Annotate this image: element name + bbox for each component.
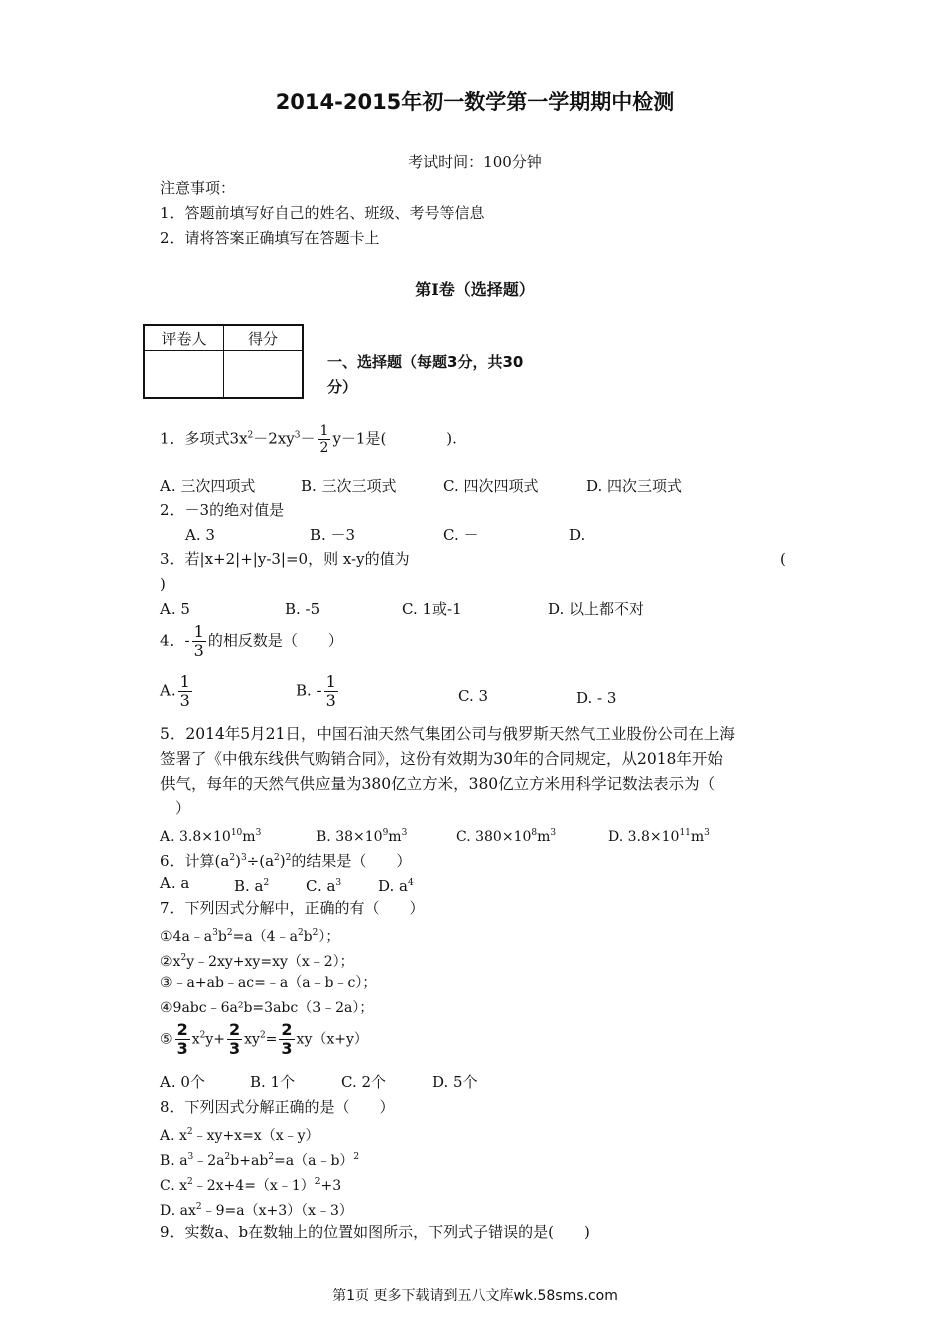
question-7: 7．下列因式分解中，正确的有（ ） xyxy=(160,899,425,917)
q4-option-a: A. $\frac{1}{3}$ xyxy=(160,672,190,710)
q6-option-b: B. $a^2$ xyxy=(234,877,270,895)
page-footer: 第1页 更多下载请到五八文库wk.58sms.com xyxy=(332,1288,618,1304)
q1-option-d: D. 四次三项式 xyxy=(586,477,683,495)
q7-item-3: ③﹣a+ab﹣ac=﹣a（a﹣b﹣c）； xyxy=(160,975,377,991)
question-5-line: ） xyxy=(160,799,191,817)
q7-option-c: C. 2个 xyxy=(341,1073,387,1091)
q4-option-b: B. - $\frac{1}{3}$ xyxy=(296,672,336,710)
fraction: $\frac{1}{3}$ xyxy=(193,622,204,660)
fraction: $\frac{1}{3}$ xyxy=(325,672,336,710)
fraction: $\frac{1}{3}$ xyxy=(179,672,190,710)
q8-option-d: D. $ax^2﹣9=a(x+3)(x﹣3)$ xyxy=(160,1202,353,1219)
volume-title: 第I卷（选择题） xyxy=(415,280,535,299)
q1-option-b: B. 三次三项式 xyxy=(301,477,397,495)
notes-heading: 注意事项： xyxy=(160,179,236,197)
q2-option-c: C. － xyxy=(443,526,479,544)
question-5-line: 供气，每年的天然气供应量为380亿立方米，380亿立方米用科学记数法表示为（ xyxy=(160,775,716,793)
q5-option-d: D. $3.8\times 10^{11}m^3$ xyxy=(608,828,710,845)
question-9: 9．实数a、b在数轴上的位置如图所示，下列式子错误的是( ) xyxy=(160,1223,590,1241)
page-title: 2014-2015年初一数学第一学期期中检测 xyxy=(275,90,675,114)
q1-option-a: A. 三次四项式 xyxy=(160,477,256,495)
q7-option-d: D. 5个 xyxy=(432,1073,478,1091)
q5-option-a: A. $3.8\times 10^{10}m^3$ xyxy=(160,828,262,845)
score-table-cell-score[interactable] xyxy=(224,351,304,399)
q8-option-b: B. $a^3﹣2a^2b+ab^2=a(a﹣b)^2$ xyxy=(160,1152,360,1169)
fraction: $\frac{2}{3}$ xyxy=(176,1020,188,1058)
question-8: 8．下列因式分解正确的是（ ） xyxy=(160,1098,395,1116)
question-1: 1．多项式$3x^2-2xy^3-$ $\frac{1}{2}$ y－1是( ). xyxy=(160,423,457,456)
section-heading: 一、选择题（每题3分，共30 xyxy=(327,353,524,371)
section-heading-cont: 分） xyxy=(327,378,358,396)
q7-item-1: $①4a﹣a^3b^2=a(4﹣a^2b^2)$； xyxy=(160,928,340,945)
question-2: 2．－3的绝对值是 xyxy=(160,501,285,519)
fraction: $\frac{2}{3}$ xyxy=(228,1020,241,1058)
fraction: $\frac{2}{3}$ xyxy=(281,1020,293,1058)
question-5-line: 5．2014年5月21日，中国石油天然气集团公司与俄罗斯天然气工业股份公司在上海 xyxy=(160,725,735,743)
q5-option-b: B. $38\times 10^9m^3$ xyxy=(316,828,408,845)
q4-option-c: C. 3 xyxy=(458,687,489,705)
score-table-cell-grader[interactable] xyxy=(144,351,224,399)
q3-paren-open: ( xyxy=(780,550,786,568)
q7-item-2: $②x^2y﹣2xy+xy=xy(x﹣2)$； xyxy=(160,953,354,970)
q6-option-c: C. $a^3$ xyxy=(306,877,342,895)
q7-option-a: A. 0个 xyxy=(160,1073,205,1091)
q3-option-a: A. 5 xyxy=(160,600,190,618)
q2-option-d: D. xyxy=(569,526,586,544)
q5-option-c: C. $380\times 10^8m^3$ xyxy=(456,828,557,845)
question-4: 4．- $\frac{1}{3}$ 的相反数是（ ） xyxy=(160,622,343,660)
score-table-header-grader: 评卷人 xyxy=(144,325,224,351)
q6-option-d: D. $a^4$ xyxy=(378,877,414,895)
q7-item-4: ④9abc﹣6a²b=3abc（3﹣2a）； xyxy=(160,1000,374,1016)
q3-option-c: C. 1或-1 xyxy=(402,600,462,618)
q2-option-b: B. －3 xyxy=(310,526,356,544)
score-table xyxy=(143,324,304,399)
q7-item-5: ⑤ $\frac{2}{3}$ $x^2y+$ $\frac{2}{3}$ $xy^2=$ $\frac{2}{3}$ xy（x+y） xyxy=(160,1020,368,1058)
note-item: 1．答题前填写好自己的姓名、班级、考号等信息 xyxy=(160,204,485,222)
q4-option-d: D. - 3 xyxy=(576,689,617,707)
note-item: 2．请将答案正确填写在答题卡上 xyxy=(160,229,380,247)
q7-option-b: B. 1个 xyxy=(250,1073,296,1091)
q3-option-d: D. 以上都不对 xyxy=(548,600,645,618)
q6-option-a: A. a xyxy=(160,874,190,892)
question-6: 6．计算$(a^2)^3\div(a^2)^2$的结果是（ ） xyxy=(160,852,412,870)
q3-paren-close: ) xyxy=(160,575,166,593)
q3-option-b: B. -5 xyxy=(285,600,321,618)
fraction: $\frac{1}{2}$ xyxy=(319,423,329,456)
score-table-header-score: 得分 xyxy=(224,325,304,351)
q1-option-c: C. 四次四项式 xyxy=(443,477,539,495)
q2-option-a: A. 3 xyxy=(185,526,215,544)
q8-option-a: A. $x^2﹣xy+x=x(x﹣y)$ xyxy=(160,1127,320,1144)
exam-time: 考试时间：100分钟 xyxy=(408,153,542,171)
question-5-line: 签署了《中俄东线供气购销合同》，这份有效期为30年的合同规定，从2018年开始 xyxy=(160,750,723,768)
q8-option-c: C. $x^2﹣2x+4=(x﹣1)^2+3$ xyxy=(160,1177,342,1194)
question-3: 3．若|x+2|+|y-3|=0，则 x-y的值为 xyxy=(160,550,410,568)
